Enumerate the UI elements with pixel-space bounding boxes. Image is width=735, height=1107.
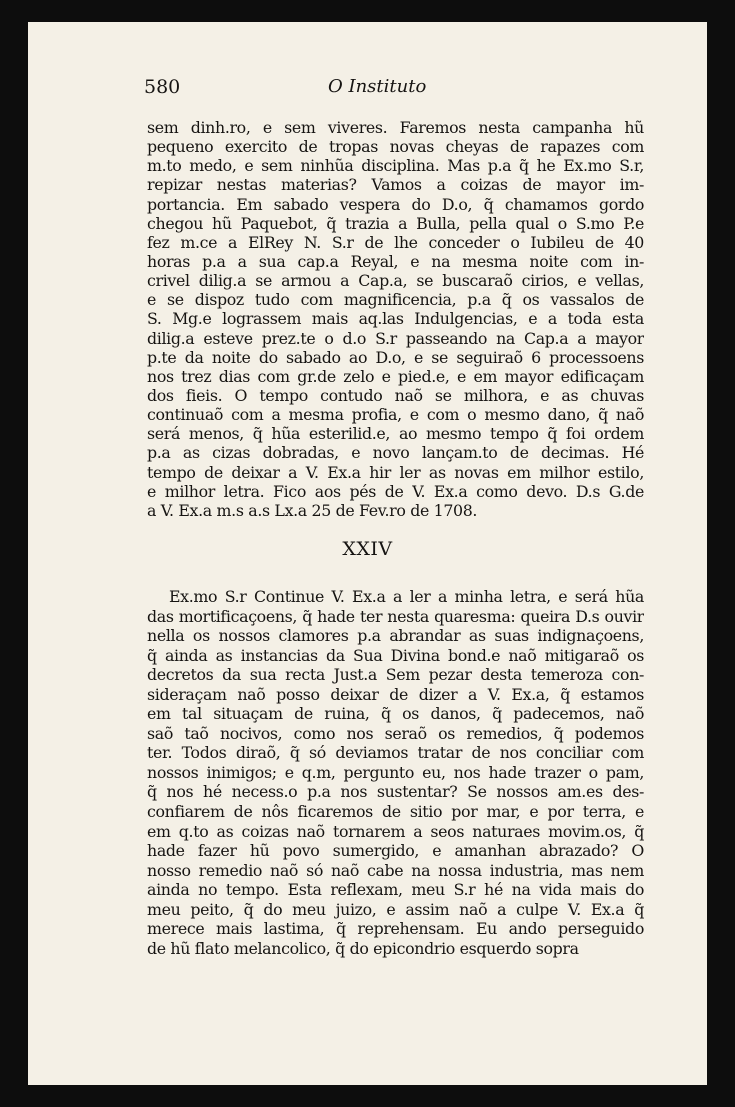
text-line: nos trez dias com gr.de zelo e pied.e, e em mayor edificaçam bbox=[147, 366, 644, 386]
text-line: Ex.mo S.r Continue V. Ex.a a ler a minha letra, e será hũa bbox=[169, 587, 644, 606]
text-line: de hũ flato melancolico, q̃ do epicondrio esquerdo sopra bbox=[147, 938, 579, 958]
text-line: e se dispoz tudo com magnificencia, p.a q̃ os vassalos de bbox=[147, 290, 644, 310]
text-line: q̃ nos hé necess.o p.a nos sustentar? Se nossos am.es des- bbox=[147, 782, 644, 802]
text-line: p.a as cizas dobradas, e novo lançam.to de decimas. Hé bbox=[147, 443, 644, 463]
text-line: ter. Todos diraõ, q̃ só deviamos tratar de nos conciliar com bbox=[147, 743, 644, 763]
text-line: portancia. Em sabado vespera do D.o, q̃ chamamos gordo bbox=[147, 194, 644, 214]
text-line: será menos, q̃ hũa esterilid.e, ao mesmo tempo q̃ foi ordem bbox=[147, 424, 644, 444]
letter-xxiv-paragraph bbox=[147, 587, 644, 958]
text-line: das mortificaçoens, q̃ hade ter nesta quaresma: queira D.s ouvir bbox=[147, 606, 644, 626]
page-number: 580 bbox=[144, 76, 181, 98]
text-line: ainda no tempo. Esta reflexam, meu S.r hé na vida mais do bbox=[147, 880, 644, 900]
text-line: em q.to as coizas naõ tornarem a seos naturaes movim.os, q̃ bbox=[147, 821, 644, 841]
text-line: nosso remedio naõ só naõ cabe na nossa industria, mas nem bbox=[147, 860, 644, 880]
text-line: horas p.a a sua cap.a Reyal, e na mesma noite com in- bbox=[147, 251, 644, 271]
text-line: sem dinh.ro, e sem viveres. Faremos nesta campanha hũ bbox=[147, 118, 644, 137]
text-line: m.to medo, e sem ninhũa disciplina. Mas p.a q̃ he Ex.mo S.r, bbox=[147, 156, 644, 176]
text-line: pequeno exercito de tropas novas cheyas de rapazes com bbox=[147, 137, 644, 157]
text-line: hade fazer hũ povo sumergido, e amanhan abrazado? O bbox=[147, 841, 644, 861]
book-page bbox=[28, 22, 707, 1085]
text-line: S. Mg.e lograssem mais aq.las Indulgencias, e a toda esta bbox=[147, 309, 644, 329]
text-line: dilig.a esteve prez.te o d.o S.r passeando na Cap.a a mayor bbox=[147, 328, 644, 348]
section-heading: XXIV bbox=[342, 538, 393, 560]
text-line: p.te da noite do sabado ao D.o, e se seguiraõ 6 processoens bbox=[147, 347, 644, 367]
text-line: fez m.ce a ElRey N. S.r de lhe conceder o Iubileu de 40 bbox=[147, 232, 644, 252]
text-line: dos fieis. O tempo contudo naõ se milhora, e as chuvas bbox=[147, 385, 644, 405]
letter-end-paragraph bbox=[147, 118, 644, 520]
text-line: nella os nossos clamores p.a abrandar as suas indignaçoens, bbox=[147, 626, 644, 646]
text-line: merece mais lastima, q̃ reprehensam. Eu ando perseguido bbox=[147, 919, 644, 939]
text-line: repizar nestas materias? Vamos a coizas de mayor im- bbox=[147, 175, 644, 195]
running-head: O Instituto bbox=[328, 76, 427, 97]
text-line: crivel dilig.a se armou a Cap.a, se buscaraõ cirios, e vellas, bbox=[147, 271, 644, 291]
text-line: e milhor letra. Fico aos pés de V. Ex.a como devo. D.s G.de bbox=[147, 481, 644, 501]
text-line: saõ taõ nocivos, como nos seraõ os remedios, q̃ podemos bbox=[147, 723, 644, 743]
text-line: chegou hũ Paquebot, q̃ trazia a Bulla, pella qual o S.mo P.e bbox=[147, 213, 644, 233]
text-line: nossos inimigos; e q.m, pergunto eu, nos hade trazer o pam, bbox=[147, 762, 644, 782]
text-line: continuaõ com a mesma profia, e com o mesmo dano, q̃ naõ bbox=[147, 405, 644, 425]
text-line: confiarem de nôs ficaremos de sitio por mar, e por terra, e bbox=[147, 802, 644, 822]
text-line: tempo de deixar a V. Ex.a hir ler as novas em milhor estilo, bbox=[147, 462, 644, 482]
text-line: meu peito, q̃ do meu juizo, e assim naõ a culpe V. Ex.a q̃ bbox=[147, 899, 644, 919]
text-line: sideraçam naõ posso deixar de dizer a V. Ex.a, q̃ estamos bbox=[147, 684, 644, 704]
text-line: em tal situaçam de ruina, q̃ os danos, q̃ padecemos, naõ bbox=[147, 704, 644, 724]
text-line: decretos da sua recta Just.a Sem pezar desta temeroza con- bbox=[147, 665, 644, 685]
text-line: a V. Ex.a m.s a.s Lx.a 25 de Fev.ro de 1708. bbox=[147, 500, 478, 520]
text-line: q̃ ainda as instancias da Sua Divina bond.e naõ mitigaraõ os bbox=[147, 645, 644, 665]
